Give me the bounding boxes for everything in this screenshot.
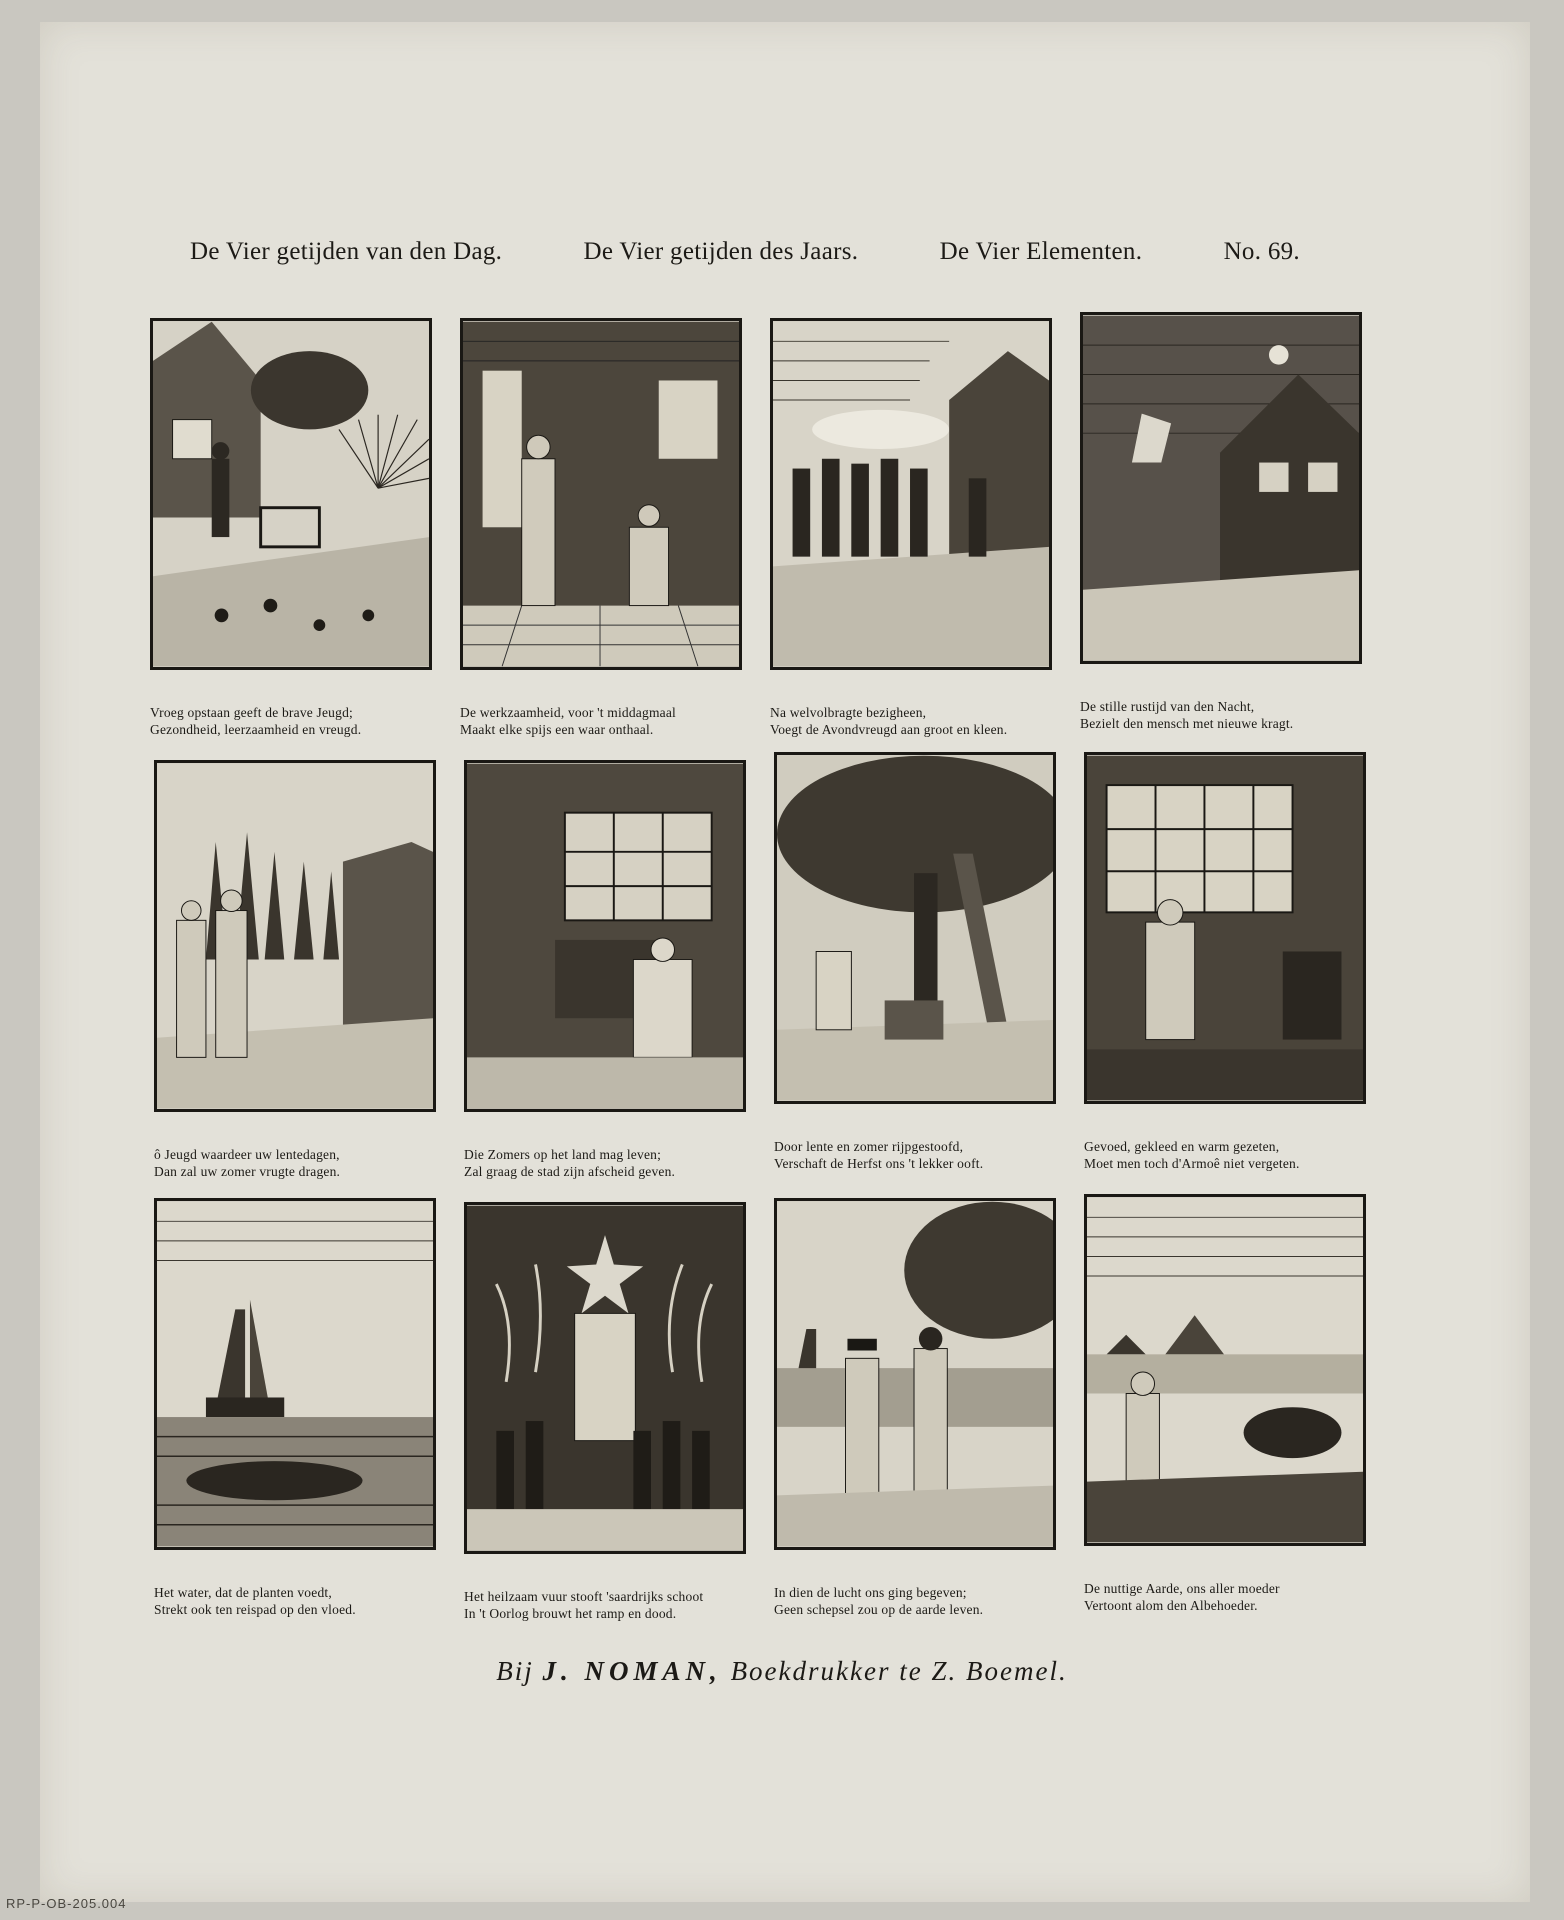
night-scene-image	[1083, 315, 1359, 661]
woodcut-morning	[150, 318, 432, 738]
title-elements: De Vier Elementen.	[939, 238, 1143, 265]
caption: Vroeg opstaan geeft de brave Jeugd; Gezondheid, leerzaamheid en vreugd.	[150, 705, 362, 737]
caption: Door lente en zomer rijpgestoofd, Verschaft de Herfst ons 't lekker ooft.	[774, 1139, 984, 1171]
caption: De nuttige Aarde, ons aller moeder Vertoont alom den Albehoeder.	[1084, 1581, 1280, 1613]
summer-scene-image	[467, 763, 743, 1109]
woodcut-image	[774, 1198, 1056, 1550]
woodcut-autumn	[774, 752, 1056, 1172]
caption: Na welvolbragte bezigheen, Voegt de Avondvreugd aan groot en kleen.	[770, 705, 1008, 737]
caption: Die Zomers op het land mag leven; Zal graag de stad zijn afscheid geven.	[464, 1147, 676, 1179]
caption: De stille rustijd van den Nacht, Bezielt den mensch met nieuwe kragt.	[1080, 699, 1294, 731]
woodcut-spring	[154, 760, 436, 1180]
woodcut-air	[774, 1198, 1056, 1618]
caption: Het water, dat de planten voedt, Strekt ook ten reispad op den vloed.	[154, 1585, 356, 1617]
winter-scene-image	[1087, 755, 1363, 1101]
evening-scene-image	[773, 321, 1049, 667]
printer-name: J. NOMAN,	[542, 1656, 722, 1686]
title-day-times: De Vier getijden van den Dag.	[190, 238, 503, 265]
water-scene-image	[157, 1201, 433, 1547]
spring-scene-image	[157, 763, 433, 1109]
caption: ô Jeugd waardeer uw lentedagen, Dan zal uw zomer vrugte dragen.	[154, 1147, 341, 1179]
caption: Gevoed, gekleed en warm gezeten, Moet men toch d'Armoê niet vergeten.	[1084, 1139, 1300, 1171]
woodcut-summer	[464, 760, 746, 1180]
woodcut-image	[460, 318, 742, 670]
woodcut-winter	[1084, 752, 1366, 1172]
caption: De werkzaamheid, voor 't middagmaal Maakt elke spijs een waar onthaal.	[460, 705, 676, 737]
woodcut-grid	[150, 318, 1360, 1621]
woodcut-water	[154, 1198, 436, 1618]
midday-scene-image	[463, 321, 739, 667]
sheet-title	[190, 238, 1300, 266]
woodcut-earth	[1084, 1194, 1366, 1614]
inventory-number: RP-P-OB-205.004	[6, 1896, 127, 1911]
imprint-suffix: Boekdrukker te Z. Boemel.	[730, 1656, 1068, 1686]
woodcut-fire	[464, 1202, 746, 1622]
title-seasons: De Vier getijden des Jaars.	[583, 238, 859, 265]
air-scene-image	[777, 1201, 1053, 1547]
caption: Het heilzaam vuur stooft 'saardrijks schoot In 't Oorlog brouwt het ramp en dood.	[464, 1589, 704, 1621]
woodcut-image	[464, 1202, 746, 1554]
woodcut-image	[1080, 312, 1362, 664]
woodcut-image	[774, 752, 1056, 1104]
earth-scene-image	[1087, 1197, 1363, 1543]
woodcut-night	[1080, 312, 1362, 732]
woodcut-image	[1084, 752, 1366, 1104]
woodcut-image	[1084, 1194, 1366, 1546]
autumn-scene-image	[777, 755, 1053, 1101]
woodcut-image	[150, 318, 432, 670]
woodcut-image	[770, 318, 1052, 670]
caption: In dien de lucht ons ging begeven; Geen schepsel zou op de aarde leven.	[774, 1585, 984, 1617]
woodcut-evening	[770, 318, 1052, 738]
woodcut-image	[154, 1198, 436, 1550]
sheet-number: No. 69.	[1223, 238, 1300, 265]
woodcut-image	[154, 760, 436, 1112]
woodcut-midday	[460, 318, 742, 738]
woodcut-image	[464, 760, 746, 1112]
morning-scene-image	[153, 321, 429, 667]
printer-imprint	[0, 1656, 1564, 1687]
imprint-prefix: Bij	[496, 1656, 534, 1686]
fire-scene-image	[467, 1205, 743, 1551]
